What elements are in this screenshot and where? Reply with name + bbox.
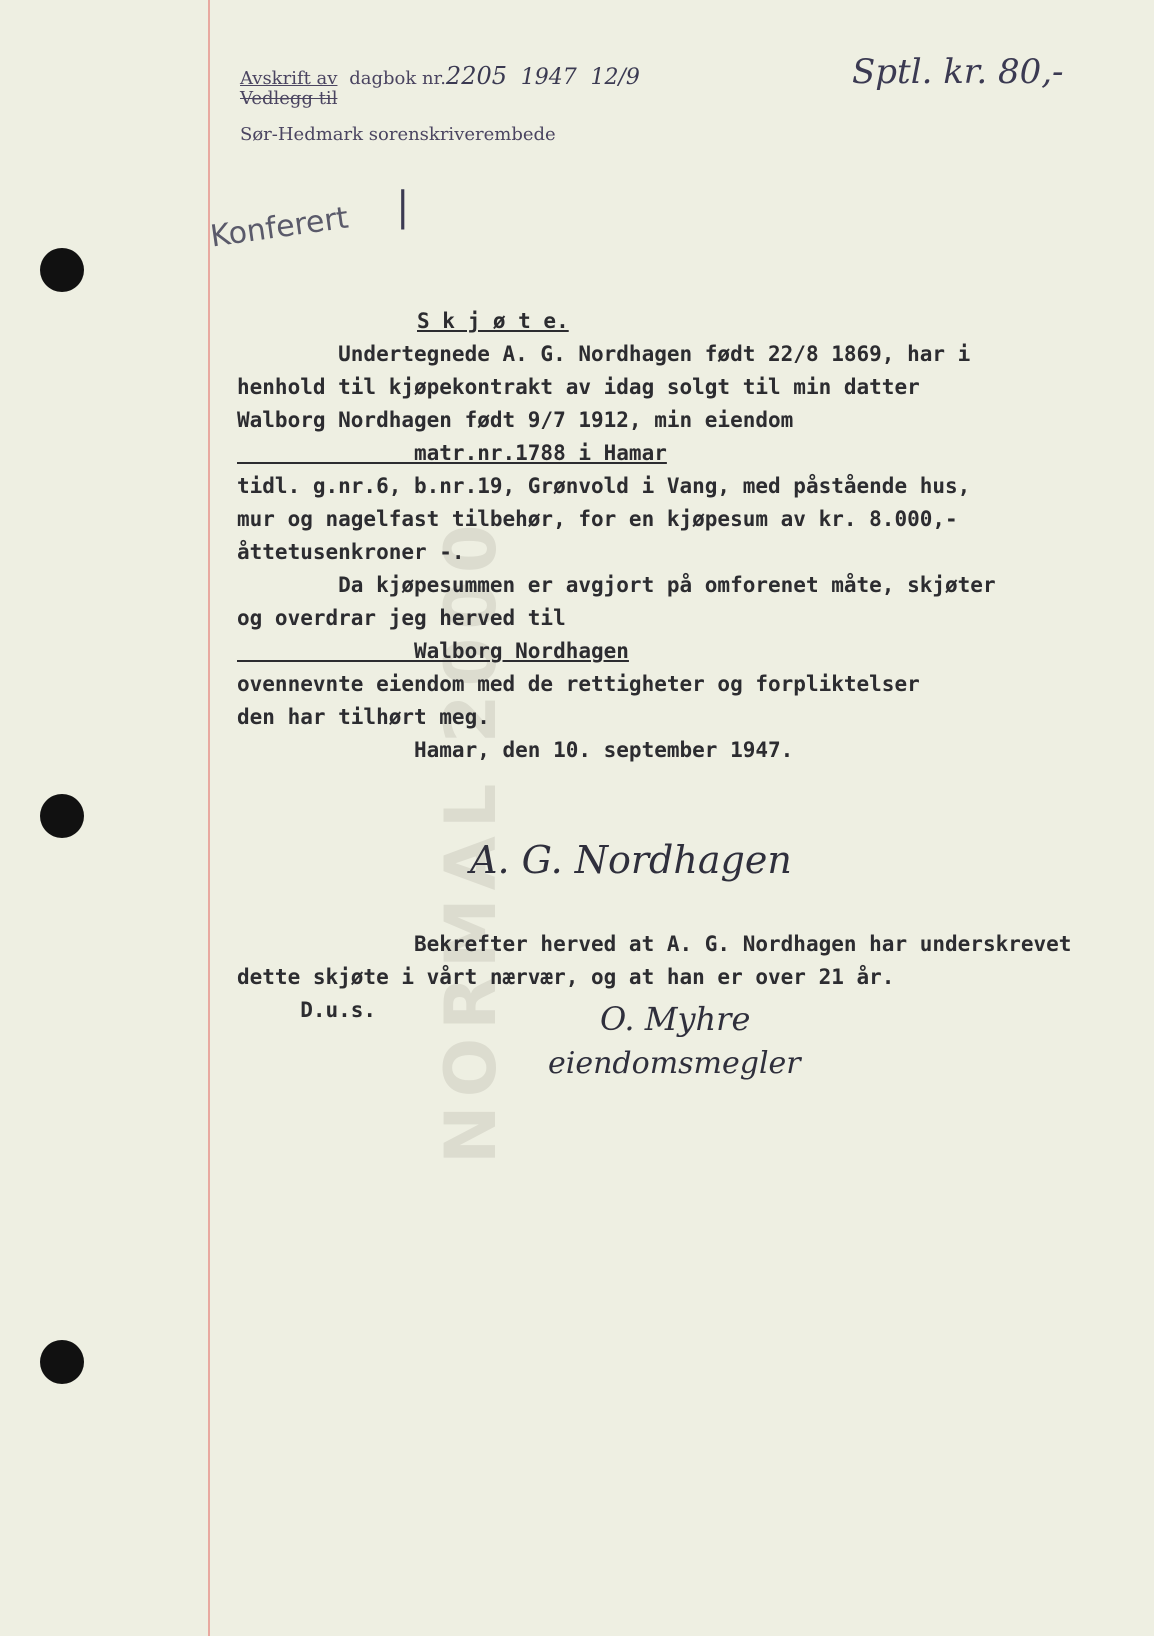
date-line: Hamar, den 10. september 1947. — [237, 738, 794, 762]
margin-line — [208, 0, 210, 1636]
date-note: 12/9 — [590, 65, 640, 90]
seller-signature: A. G. Nordhagen — [470, 838, 792, 882]
konferert-stamp: Konferert — [208, 200, 351, 255]
document-title: S k j ø t e. — [417, 309, 569, 333]
body-line: ovennevnte eiendom med de rettigheter og forpliktelser — [237, 672, 920, 696]
body-line: Da kjøpesummen er avgjort på omforenet måte, skjøter — [237, 573, 996, 597]
check-mark: | — [396, 184, 410, 230]
witness-title: eiendomsmegler — [548, 1046, 801, 1081]
body-line: Undertegnede A. G. Nordhagen født 22/8 1869, har i — [237, 342, 971, 366]
header-line-2 — [240, 88, 337, 109]
dagbok-nr: 2205 — [445, 62, 507, 90]
vedlegg-label: Vedlegg til — [240, 88, 338, 109]
body-line: tidl. g.nr.6, b.nr.19, Grønvold i Vang, med påstående hus, — [237, 474, 971, 498]
punch-hole — [40, 1340, 84, 1384]
header-line-1 — [240, 62, 640, 90]
witness-line: Bekrefter herved at A. G. Nordhagen har underskrevet — [237, 932, 1072, 956]
witness-signature: O. Myhre — [600, 1000, 751, 1038]
body-line: den har tilhørt meg. — [237, 705, 490, 729]
witness-line: D.u.s. — [237, 998, 377, 1022]
document-body — [237, 305, 1137, 767]
fee-note: Sptl. kr. 80,- — [852, 52, 1064, 92]
body-line: henhold til kjøpekontrakt av idag solgt til min datter — [237, 375, 920, 399]
body-line: og overdrar jeg herved til — [237, 606, 566, 630]
watermark: NORMAL 2000 — [430, 516, 512, 1164]
witness-line: dette skjøte i vårt nærvær, og at han er over 21 år. — [237, 965, 895, 989]
body-line: åttetusenkroner -. — [237, 540, 465, 564]
body-line: mur og nagelfast tilbehør, for en kjøpesum av kr. 8.000,- — [237, 507, 958, 531]
punch-hole — [40, 248, 84, 292]
property-id: matr.nr.1788 i Hamar — [237, 441, 667, 465]
dagbok-label: dagbok nr. — [349, 68, 446, 89]
punch-hole — [40, 794, 84, 838]
buyer-name: Walborg Nordhagen — [237, 639, 629, 663]
avskrift-label: Avskrift av — [240, 68, 338, 89]
office-name: Sør-Hedmark sorenskriverembede — [240, 124, 556, 145]
body-line: Walborg Nordhagen født 9/7 1912, min eiendom — [237, 408, 794, 432]
dagbok-year: 1947 — [520, 65, 577, 90]
